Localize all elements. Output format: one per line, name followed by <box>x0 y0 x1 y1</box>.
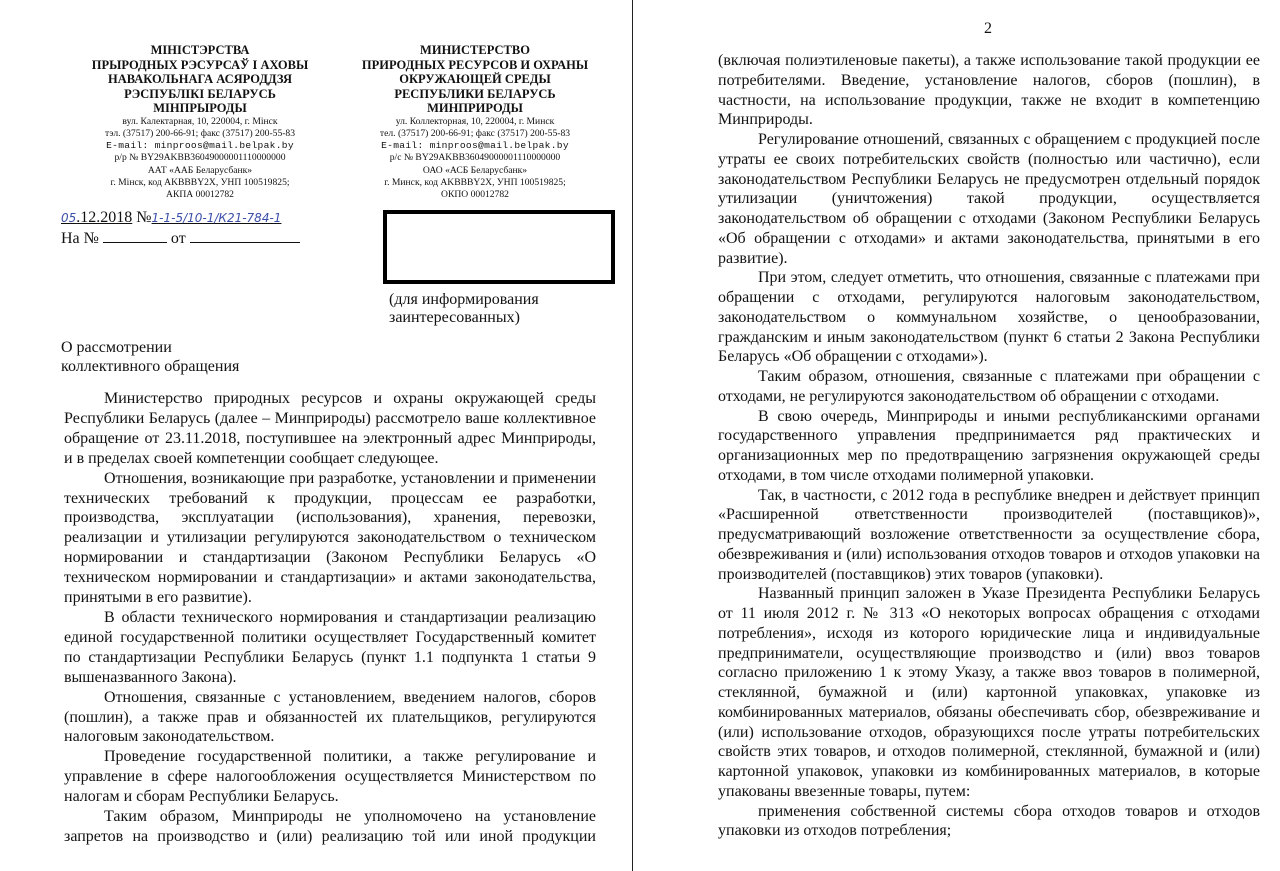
letterhead-bank-code: г. Минск, код AKBBBY2X, УНП 100519825; <box>384 176 566 188</box>
letterhead-title-line: НАВАКОЛЬНАГА АСЯРОДДЗЯ <box>107 72 293 86</box>
letterhead-email: E-mail: minproos@mail.belpak.by <box>106 140 294 152</box>
letterhead-okpo: ОКПО 00012782 <box>441 189 509 201</box>
document-page-1 <box>0 0 632 871</box>
letterhead-title-line: МИНИСТЕРСТВО <box>420 43 530 57</box>
paragraph: Названный принцип заложен в Указе Президента Республики Беларусь от 11 июля 2012 г. № 313 «О некоторых вопросах обращения с отходами потребления», исходя из которого юридические лица и индивидуальные предприниматели, осуществляющие производство и (или) ввоз товаров согласно приложению 1 к этому Указу, а также ввоз товаров в полимерной, стеклянной, бумажной и (или) картонной упаковках, упаковке из комбинированных материалов, обязаны обеспечивать сбор, обезвреживание и (или) использование отходов, образующихся после утраты потребительских свойств этих товаров, и отходов полимерной, стеклянной, бумажной и (или) картонной упаковок, упаковки из комбинированных материалов, в которые упакованы ввезенные товары, путем: <box>718 585 1260 800</box>
paragraph: Так, в частности, с 2012 года в республике внедрен и действует принцип «Расширенной ответственности производителей (поставщиков)», предусматривающий возложение ответственности за осуществление сбора, обезвреживания и (или) использования отходов товаров и отходов упаковки на производителей (поставщиков) этих товаров (упаковки). <box>718 486 1260 583</box>
handwritten-reg-number: 1-1-5/10-1/К21-784-1 <box>151 211 282 225</box>
letterhead-account: р/с № BY29AKBB36049000001110000000 <box>389 152 561 164</box>
addressee-note <box>389 291 539 327</box>
paragraph: Таким образом, Минприроды не уполномочено на установление запретов на производство и (или) реализацию той или иной продукции <box>64 808 596 845</box>
letter-subject <box>61 338 239 376</box>
paragraph: В свою очередь, Минприроды и иными республиканскими органами государственного управления предпринимается ряд практических и организационных мер по предотвращению загрязнения окружающей среды отходами, в том числе отходами полимерной упаковки. <box>718 407 1260 484</box>
document-page-2 <box>634 0 1280 871</box>
paragraph: применения собственной системы сбора отходов товаров и отходов упаковки из отходов потребления; <box>718 802 1260 840</box>
paragraph: Регулирование отношений, связанных с обращением с продукцией после утраты ее своих потребительских свойств (полностью или частично), если законодательством Республики Беларусь не предусмотрен отдельный порядок утилизации (уничтожения) такой продукции, осуществляется законодательством об обращении с отходами (Законом Республики Беларусь «Об обращении с отходами» и актами законодательства, принятыми в его развитие). <box>718 131 1260 267</box>
date-printed: .12.2018 <box>76 209 133 226</box>
paragraph: В области технического нормирования и стандартизации реализацию единой государственной политики осуществляет Государственный комитет по стандартизации Республики Беларусь (пункт 1.1 подпункта 1 статьи 9 вышеназванного Закона). <box>64 608 596 686</box>
subject-line: О рассмотрении <box>61 339 172 356</box>
redacted-addressee-box <box>383 210 615 284</box>
number-sign: № <box>136 209 152 226</box>
addressee-note-line: заинтересованных) <box>389 309 520 326</box>
letterhead-title-line: РЭСПУБЛІКІ БЕЛАРУСЬ <box>124 86 276 101</box>
reply-number-blank <box>103 228 167 243</box>
letterhead-account: р/р № BY29AKBB36049000001110000000 <box>114 152 286 164</box>
paragraph-continuation: (включая полиэтиленовые пакеты), а также использование такой продукции ее потребителями. Введение, установление налогов, сборов (пошлин), в частности, на использование продукции, также не входит в компетенцию Минприроды. <box>718 52 1260 129</box>
letterhead-title-line: РЕСПУБЛИКИ БЕЛАРУСЬ <box>394 86 556 101</box>
letterhead-bank-code: г. Мінск, код AKBBBY2X, УНП 100519825; <box>110 176 290 188</box>
letter-body-page-2 <box>718 51 1260 841</box>
paragraph: При этом, следует отметить, что отношения, связанные с платежами при обращении с отходами, регулируются налоговым законодательством, законодательством о коммунальном хозяйстве, о ценообразовании, гражданским и иным законодательством (пункт 6 статьи 2 Закона Республики Беларусь «Об обращении с отходами»). <box>718 269 1260 366</box>
letterhead-russian <box>335 43 615 202</box>
paragraph: Проведение государственной политики, а также регулирование и управление в сфере налогообложения осуществляется Министерством по налогам и сборам Республики Беларусь. <box>64 748 596 806</box>
letterhead-title-line: МІНІСТЭРСТВА <box>150 43 250 57</box>
paragraph: Отношения, возникающие при разработке, установлении и применении технических требований к продукции, процессам ее разработки, производства, эксплуатации (использования), хранения, перевозки, реализации и утилизации регулируются законодательством о техническом нормировании и стандартизации (Законом Республики Беларусь «О техническом нормировании и стандартизации» и актами законодательства, принятыми в его развитие). <box>64 469 596 607</box>
registration-block <box>61 208 300 249</box>
paragraph: Министерство природных ресурсов и охраны окружающей среды Республики Беларусь (далее – Минприроды) рассмотрело ваше коллективное обращение от 23.11.2018, поступившее на электронный адрес Минприроды, и в пределах своей компетенции сообщает следующее. <box>64 390 596 467</box>
letterhead-title-line: МИНПРИРОДЫ <box>427 101 523 115</box>
letterhead-address: ул. Коллекторная, 10, 220004, г. Минск <box>395 115 555 127</box>
letterhead-title-line: ПРЫРОДНЫХ РЭСУРСАЎ І АХОВЫ <box>91 57 309 72</box>
reply-from-label: от <box>170 230 186 247</box>
letterhead-email: E-mail: minproos@mail.belpak.by <box>381 140 569 152</box>
page-number: 2 <box>984 20 992 37</box>
letterhead-belarusian <box>60 43 340 202</box>
letterhead-bank: ОАО «АСБ Беларусбанк» <box>422 164 528 176</box>
letterhead-address: вул. Калектарная, 10, 220004, г. Мінск <box>122 115 278 127</box>
letterhead-okpo: АКПА 00012782 <box>166 189 234 201</box>
paragraph: Отношения, связанные с установлением, введением налогов, сборов (пошлин), а также прав и обязанностей их плательщиков, регулируются налоговым законодательством. <box>64 688 596 746</box>
reply-date-blank <box>190 228 300 243</box>
letterhead-bank: ААТ «ААБ Беларусбанк» <box>147 164 253 176</box>
handwritten-date-day: 05 <box>61 211 77 225</box>
addressee-note-line: (для информирования <box>389 291 539 308</box>
subject-line: коллективного обращения <box>61 358 240 375</box>
page-divider <box>632 0 633 871</box>
letterhead-phone: тэл. (37517) 200-66-91; факс (37517) 200-55-83 <box>104 127 296 139</box>
letterhead-title-line: ПРИРОДНЫХ РЕСУРСОВ И ОХРАНЫ <box>361 57 589 72</box>
paragraph: Таким образом, отношения, связанные с платежами при обращении с отходами, не регулируются законодательством об обращении с отходами. <box>718 368 1260 405</box>
letterhead-title-line: МІНПРЫРОДЫ <box>153 101 247 115</box>
letterhead-phone: тел. (37517) 200-66-91; факс (37517) 200-55-83 <box>379 127 571 139</box>
letterhead-title-line: ОКРУЖАЮЩЕЙ СРЕДЫ <box>399 72 551 86</box>
reply-to-label: На № <box>61 230 99 247</box>
letter-body-page-1 <box>64 389 596 847</box>
